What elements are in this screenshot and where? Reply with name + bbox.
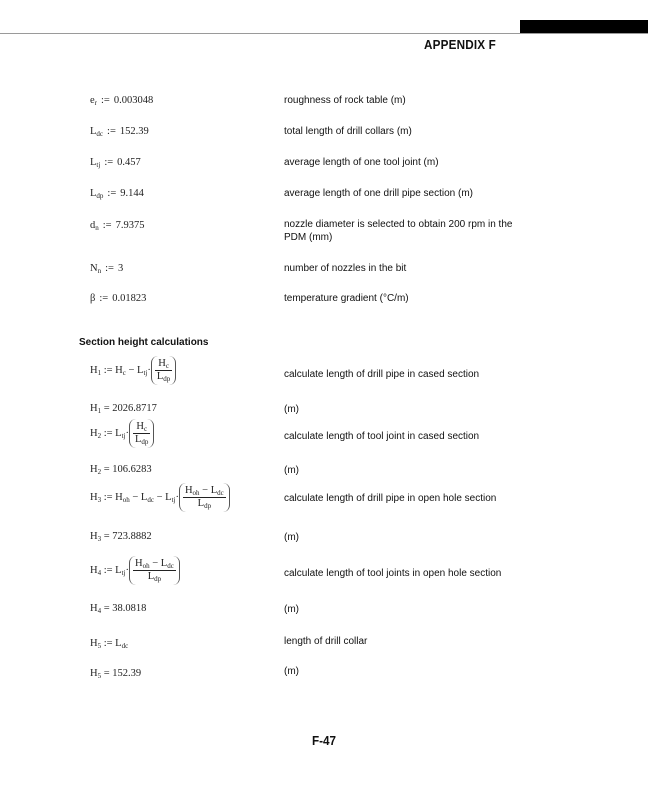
definition-symbol: e	[90, 95, 95, 106]
definition-formula	[90, 95, 153, 107]
h5-description: length of drill collar	[284, 636, 368, 647]
definition-formula	[90, 188, 144, 200]
section-heading: Section height calculations	[79, 337, 209, 348]
definition-formula	[90, 293, 146, 304]
definition-value: 3	[117, 263, 124, 274]
definition-description: total length of drill collars (m)	[284, 126, 412, 137]
definition-symbol: L	[90, 126, 97, 137]
definition-description: average length of one drill pipe section (m)	[284, 188, 473, 199]
definition-value: 7.9375	[115, 220, 145, 231]
header-rule	[0, 33, 648, 34]
definition-subscript: r	[94, 99, 98, 107]
definition-description: average length of one tool joint (m)	[284, 157, 439, 168]
definition-symbol: d	[90, 220, 96, 231]
definition-operator: :=	[105, 263, 114, 274]
definition-subscript: n	[97, 267, 102, 275]
h4-formula: $H_4$ := $L_{tj}\cdot$ $\frac{H_{oh} - L_{dc}}{L_{dp}}$	[90, 556, 180, 585]
definition-symbol: L	[90, 188, 97, 199]
definition-operator: :=	[101, 95, 110, 106]
h1-result: $H_1 = 2026.8717$	[90, 403, 157, 415]
h1-description: calculate length of drill pipe in cased section	[284, 369, 480, 380]
page-number: F-47	[311, 733, 337, 748]
definition-formula	[90, 220, 144, 232]
definition-operator: :=	[107, 188, 117, 199]
definition-subscript: n	[95, 224, 99, 232]
h1-unit: (m)	[284, 404, 299, 415]
definition-value: 152.39	[119, 126, 149, 137]
definition-symbol: L	[90, 157, 97, 168]
h5-unit: (m)	[284, 666, 299, 677]
definition-description: nozzle diameter is selected to obtain 200 rpm in the PDM (mm)	[284, 219, 513, 243]
definition-formula	[90, 263, 123, 275]
definition-formula	[90, 157, 141, 169]
h2-unit: (m)	[284, 465, 299, 476]
h2-result: $H_2 = 106.6283$	[90, 464, 152, 476]
h3-formula: $H_3$ := $H_{oh} - L_{dc} - L_{tj}\cdot$ $\frac{H_{oh} - L_{dc}}{L_{dp}}$	[90, 483, 230, 512]
definition-operator: :=	[104, 157, 114, 168]
h3-unit: (m)	[284, 532, 299, 543]
h1-formula: $H_1$ := $H_c - L_{tj}\cdot$ $\frac{H_c}{L_{dp}}$	[90, 356, 176, 385]
h2-formula: $H_2$ := $L_{tj}\cdot$ $\frac{H_c}{L_{dp}}$	[90, 419, 154, 448]
h2-description: calculate length of tool joint in cased section	[284, 431, 480, 442]
definition-formula	[90, 126, 149, 138]
h4-description: calculate length of tool joints in open hole section	[284, 568, 502, 579]
definition-symbol: N	[90, 263, 98, 274]
h5-result: $H_5 = 152.39$	[90, 668, 142, 680]
page-header-title: APPENDIX F	[423, 37, 496, 52]
definition-value: 0.457	[117, 157, 141, 168]
definition-value: 0.003048	[113, 95, 154, 106]
definition-value: 9.144	[120, 188, 144, 199]
definition-value: 0.01823	[112, 293, 147, 304]
definition-subscript: tj	[96, 161, 101, 169]
definition-operator: :=	[99, 293, 109, 304]
definition-subscript: dp	[96, 192, 104, 200]
definition-description: number of nozzles in the bit	[284, 263, 407, 274]
h4-unit: (m)	[284, 604, 299, 615]
definition-description: temperature gradient (°C/m)	[284, 293, 409, 304]
h3-result: $H_3 = 723.8882$	[90, 531, 152, 543]
definition-operator: :=	[107, 126, 116, 137]
h5-formula: $H_5$ := $L_{dc}$	[90, 638, 129, 650]
definition-description: roughness of rock table (m)	[284, 95, 406, 106]
definition-operator: :=	[102, 220, 112, 231]
h3-description: calculate length of drill pipe in open hole section	[284, 493, 497, 504]
definition-symbol: β	[90, 293, 96, 304]
h4-result: $H_4 = 38.0818$	[90, 603, 147, 615]
header-black-bar	[520, 20, 648, 33]
definition-subscript: dc	[96, 130, 104, 138]
